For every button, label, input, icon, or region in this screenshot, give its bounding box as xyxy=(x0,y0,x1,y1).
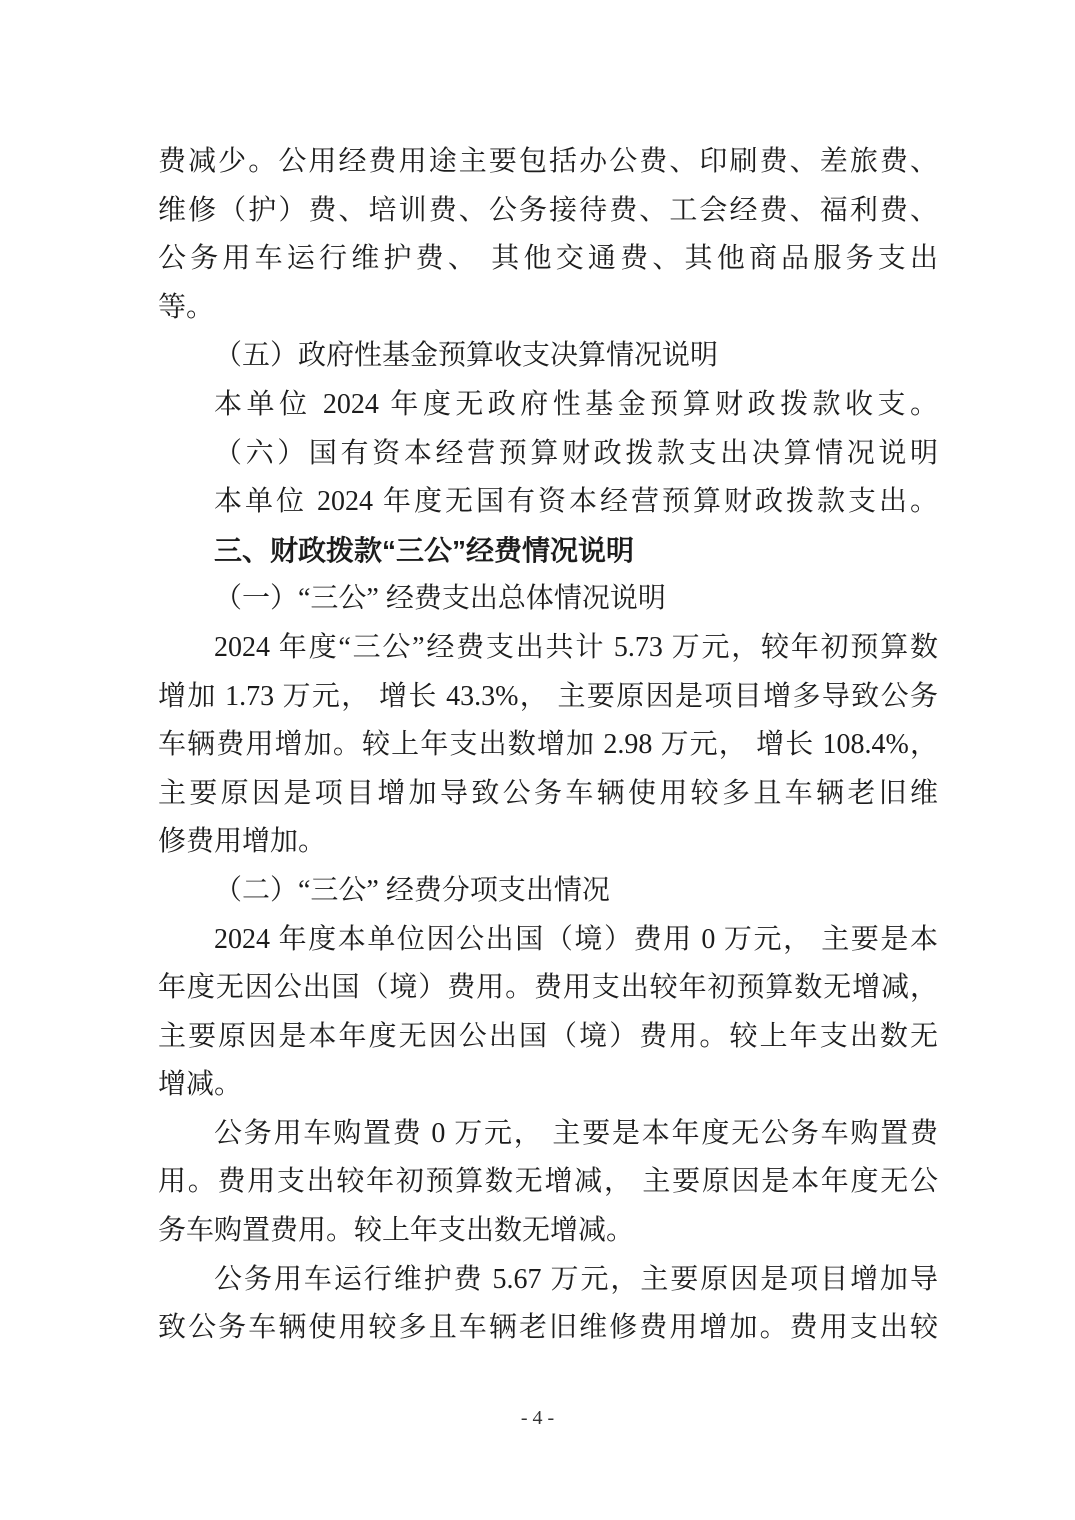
body-text-line: 维修（护）费、培训费、公务接待费、工会经费、福利费、 xyxy=(158,194,938,226)
body-text-line: 费减少。公用经费用途主要包括办公费、印刷费、差旅费、 xyxy=(158,146,938,177)
body-text-line: 年度无因公出国（境）费用。费用支出较年初预算数无增减， xyxy=(158,972,938,1004)
body-text-line: 公务用车运行维护费 5.67 万元，主要原因是项目增加导 xyxy=(214,1263,938,1295)
body-text-line: 修费用增加。 xyxy=(158,826,327,858)
body-text-line: 致公务车辆使用较多且车辆老旧维修费用增加。费用支出较 xyxy=(158,1312,938,1344)
body-text-line: 车辆费用增加。较上年支出数增加 2.98 万元， 增长 108.4%， xyxy=(158,729,938,761)
page-footer xyxy=(0,1406,1075,1430)
body-text-line: 2024 年度“三公”经费支出共计 5.73 万元，较年初预算数 xyxy=(214,631,938,663)
subsection-heading-line: （六）国有资本经营预算财政拨款支出决算情况说明 xyxy=(214,437,938,469)
body-text-line: 本单位 2024 年度无政府性基金预算财政拨款收支。 xyxy=(214,388,938,420)
body-text-line: 等。 xyxy=(158,291,215,323)
subsection-heading-line: （五）政府性基金预算收支决算情况说明 xyxy=(214,340,719,372)
body-text-line: 公务用车运行维护费、 其他交通费、其他商品服务支出 xyxy=(158,243,938,275)
body-text-line: 增加 1.73 万元， 增长 43.3%， 主要原因是项目增多导致公务 xyxy=(158,680,938,712)
subsection-heading-line: （一）“三公” 经费支出总体情况说明 xyxy=(214,583,666,615)
subsection-heading-line: （二）“三公” 经费分项支出情况 xyxy=(214,874,610,906)
body-text-line: 本单位 2024 年度无国有资本经营预算财政拨款支出。 xyxy=(214,486,938,518)
body-text-line: 务车购置费用。较上年支出数无增减。 xyxy=(158,1215,635,1247)
body-text-line: 主要原因是本年度无因公出国（境）费用。较上年支出数无 xyxy=(158,1020,938,1052)
body-text-line: 主要原因是项目增加导致公务车辆使用较多且车辆老旧维 xyxy=(158,777,938,809)
body-text-line: 公务用车购置费 0 万元， 主要是本年度无公务车购置费 xyxy=(214,1117,938,1149)
document-body xyxy=(158,138,938,1353)
section-heading-line: 三、财政拨款“三公”经费情况说明 xyxy=(214,534,635,566)
body-text-line: 用。费用支出较年初预算数无增减， 主要原因是本年度无公 xyxy=(158,1166,938,1198)
body-text-line: 增减。 xyxy=(158,1069,243,1101)
page-number: - 4 - xyxy=(520,1407,555,1429)
body-text-line: 2024 年度本单位因公出国（境）费用 0 万元， 主要是本 xyxy=(214,923,938,955)
